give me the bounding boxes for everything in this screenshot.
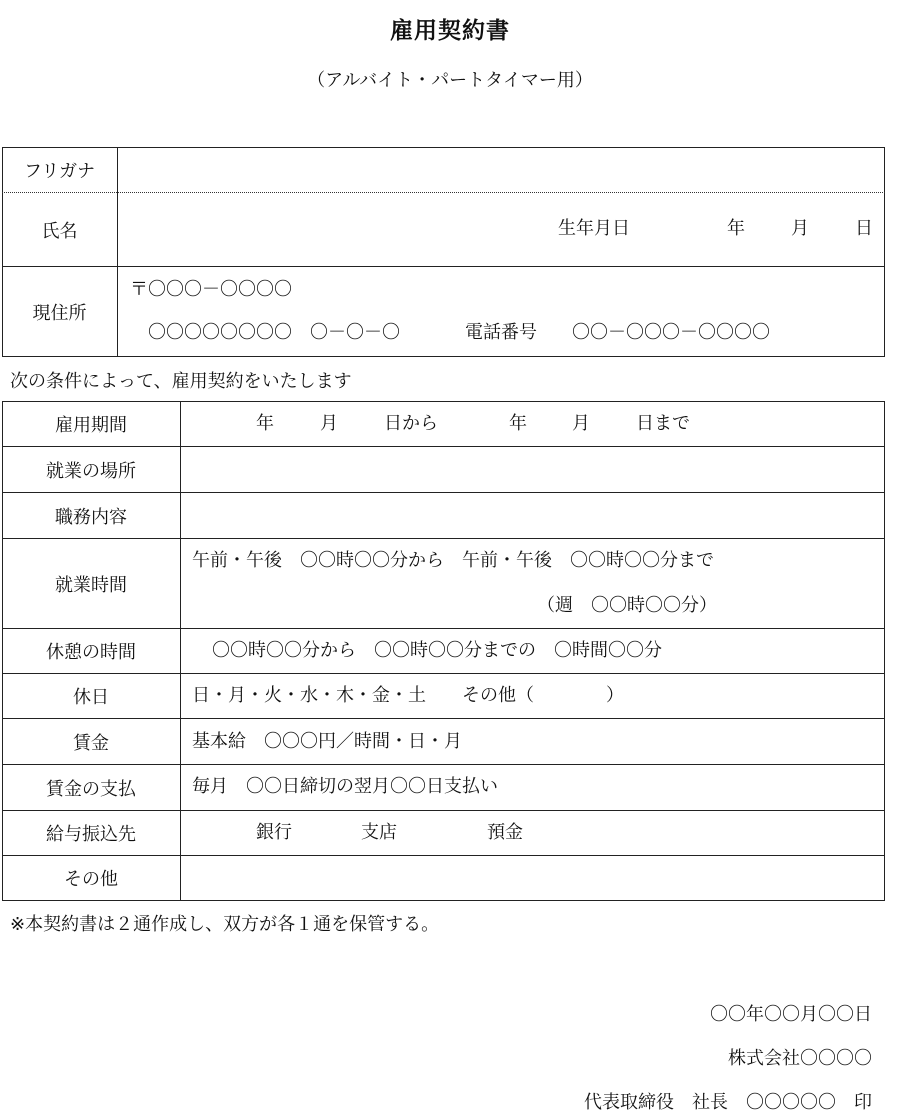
period-start-day: 日から bbox=[384, 413, 438, 434]
footnote: ※本契約書は２通作成し、双方が各１通を保管する。 bbox=[10, 914, 440, 935]
place-field[interactable] bbox=[181, 447, 884, 492]
break-value: 〇〇時〇〇分から 〇〇時〇〇分までの 〇時間〇〇分 bbox=[212, 640, 662, 661]
birth-month-label: 月 bbox=[791, 218, 809, 239]
wage-value: 基本給 〇〇〇円／時間・日・月 bbox=[192, 731, 462, 752]
bank-name-label: 銀行 bbox=[256, 822, 292, 843]
bank-deposit-label: 預金 bbox=[487, 822, 523, 843]
name-row-bottom-line bbox=[2, 266, 885, 267]
bank-label: 給与振込先 bbox=[46, 824, 136, 845]
birth-day-label: 日 bbox=[855, 218, 873, 239]
period-end-day: 日まで bbox=[636, 413, 690, 434]
signature-date: 〇〇年〇〇月〇〇日 bbox=[710, 1004, 872, 1025]
duties-label: 職務内容 bbox=[55, 506, 127, 528]
place-label: 就業の場所 bbox=[46, 460, 136, 482]
postal-code: 〒〇〇〇－〇〇〇〇 bbox=[130, 279, 292, 300]
address-label: 現住所 bbox=[32, 302, 87, 324]
period-start-month: 月 bbox=[320, 413, 338, 434]
holiday-label: 休日 bbox=[73, 687, 109, 708]
other-field[interactable] bbox=[181, 856, 884, 900]
birth-year-label: 年 bbox=[727, 218, 745, 239]
signature-representative: 代表取締役 社長 〇〇〇〇〇 印 bbox=[584, 1092, 872, 1113]
break-label: 休憩の時間 bbox=[46, 642, 136, 663]
wage-label: 賃金 bbox=[73, 732, 109, 754]
other-label: その他 bbox=[64, 869, 118, 890]
name-field[interactable] bbox=[118, 193, 548, 266]
bank-branch-label: 支店 bbox=[361, 822, 397, 843]
hours-line-1: 午前・午後 〇〇時〇〇分から 午前・午後 〇〇時〇〇分まで bbox=[192, 550, 714, 571]
intro-text: 次の条件によって、雇用契約をいたします bbox=[10, 371, 352, 392]
payment-label: 賃金の支払 bbox=[46, 778, 136, 800]
phone-label: 電話番号 bbox=[465, 322, 537, 343]
period-start-year: 年 bbox=[256, 413, 274, 434]
address-line: 〇〇〇〇〇〇〇〇 〇－〇－〇 bbox=[148, 322, 400, 343]
furigana-label: フリガナ bbox=[23, 161, 96, 182]
payment-value: 毎月 〇〇日締切の翌月〇〇日支払い bbox=[192, 776, 498, 797]
name-label: 氏名 bbox=[41, 220, 78, 242]
hours-label: 就業時間 bbox=[55, 574, 127, 596]
hours-line-2: （週 〇〇時〇〇分） bbox=[537, 595, 717, 616]
birthdate-label: 生年月日 bbox=[558, 218, 630, 239]
period-label: 雇用期間 bbox=[55, 415, 127, 436]
period-end-year: 年 bbox=[509, 413, 527, 434]
document-title: 雇用契約書 bbox=[390, 18, 510, 44]
signature-company: 株式会社〇〇〇〇 bbox=[728, 1048, 872, 1069]
furigana-field[interactable] bbox=[118, 148, 884, 192]
phone-number: 〇〇－〇〇〇－〇〇〇〇 bbox=[572, 322, 770, 343]
period-end-month: 月 bbox=[572, 413, 590, 434]
holiday-value: 日・月・火・水・木・金・土 その他（ ） bbox=[192, 685, 624, 706]
document-subtitle: （アルバイト・パートタイマー用） bbox=[307, 70, 593, 91]
duties-field[interactable] bbox=[181, 493, 884, 538]
